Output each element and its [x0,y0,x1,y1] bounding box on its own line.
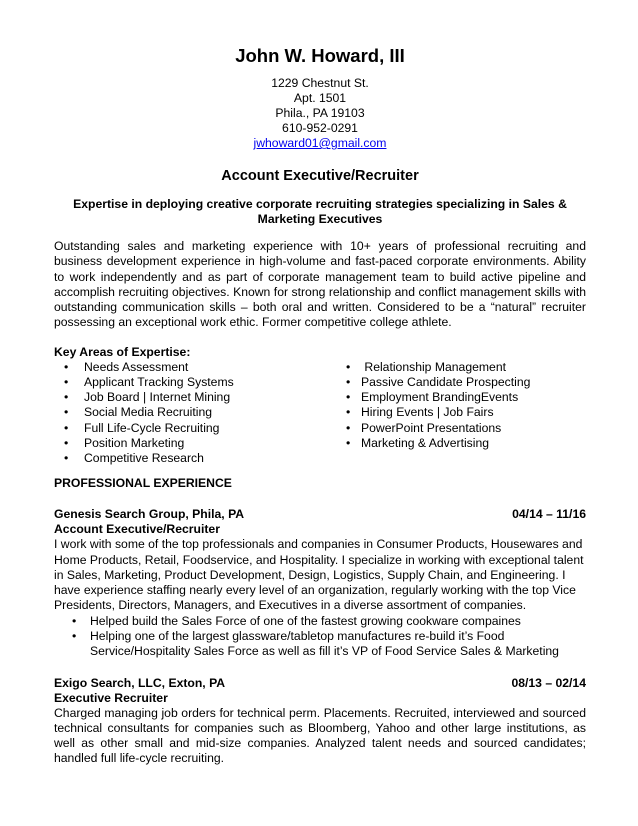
job-dates: 08/13 – 02/14 [511,675,586,690]
job-entry-genesis [54,507,586,659]
list-item: • Job Board | Internet Mining [64,390,231,405]
list-item: • PowerPoint Presentations [346,420,502,435]
skills-list [54,360,586,466]
list-item: • Full Life-Cycle Recruiting [64,420,220,435]
job-description: I work with some of the top professionals and companies in Consumer Products, Housewares and Home Products, Retail, Foodservice, and Hospitality. I specialize in working with exceptional talent in Sales, Marketing, Product Development, Design, Logistics, Supply Chain, and Engineering. I have experience staffing nearly every level of an organization, regularly working with the top Vice Presidents, Directors, Managers, and Executives in a diverse assortment of companies. [54,537,584,613]
list-item: • Competitive Research [64,451,204,465]
resume-header [54,44,586,151]
job-title: Account Executive/Recruiter [54,522,220,537]
bullet-icon: • [64,359,69,374]
bullet-icon: • [64,390,69,405]
bullet-icon: • [64,420,69,435]
job-company: Exigo Search, LLC, Exton, PA [54,675,226,690]
address-line-2: Apt. 1501 [293,91,347,105]
address-line-1: 1229 Chestnut St. [271,76,369,90]
bullet-icon: • [72,628,77,643]
resume-page [54,44,586,767]
list-item: • Needs Assessment [64,359,189,374]
list-item: • Passive Candidate Prospecting [346,374,531,389]
bullet-icon: • [346,420,351,435]
skills-title: Key Areas of Expertise: [54,344,191,359]
job-entry-exigo [54,676,586,767]
job-title: Executive Recruiter [54,690,168,705]
bullet-icon: • [72,613,77,628]
headline: Account Executive/Recruiter [221,168,419,184]
experience-title: PROFESSIONAL EXPERIENCE [54,476,232,491]
job-header [54,507,586,522]
email-link[interactable]: jwhoward01@gmail.com [253,136,387,150]
job-description: Charged managing job orders for technical perm. Placements. Recruited, interviewed and sourced technical consultants for companies such as Bloomberg, Yahoo and other large institutions, as well as other small and mid-size companies. Analyzed talent needs and sourced candidates; handled full life-cycle recruiting. [54,705,586,766]
list-item: • Helped build the Sales Force of one of the fastest growing cookware compaines [72,613,521,628]
phone-number: 610-952-0291 [282,121,358,135]
skills-right-column [346,360,586,466]
skills-left-column [54,360,346,466]
list-item: • Marketing & Advertising [346,435,490,450]
job-dates: 04/14 – 11/16 [512,507,586,522]
bullet-icon: • [346,359,351,374]
tagline: Expertise in deploying creative corporate recruiting strategies specializing in Sales & Marketing Executives [73,197,567,226]
job-header [54,676,586,691]
bullet-icon: • [346,435,351,450]
bullet-icon: • [346,390,351,405]
list-item: • Social Media Recruiting [64,405,213,420]
candidate-name: John W. Howard, III [235,45,405,66]
summary-paragraph: Outstanding sales and marketing experience with 10+ years of professional recruiting and business development experience in high-volume and fast-paced corporate environments. Ability to work independently and as part of corporate management team to build active pipeline and accomplish recruiting objectives. Known for strong relationship and conflict management skills with outstanding communication skills – both oral and written. Considered to be a “natural” recruiter possessing an exceptional work ethic. Former competitive college athlete. [54,239,586,330]
job-company: Genesis Search Group, Phila, PA [54,507,245,522]
bullet-icon: • [64,405,69,420]
list-item: • Hiring Events | Job Fairs [346,405,494,420]
bullet-icon: • [64,435,69,450]
bullet-icon: • [346,405,351,420]
list-item: • Relationship Management [346,359,506,374]
bullet-icon: • [64,374,69,389]
list-item: • Helping one of the largest glassware/tabletop manufactures re-build it’s Food Service/Hospitality Sales Force as well as fill it’s VP of Food Service Sales & Marketing [72,628,559,659]
city-line: Phila., PA 19103 [275,106,365,120]
job-achievements [54,614,586,660]
bullet-icon: • [346,374,351,389]
list-item: • Position Marketing [64,435,185,450]
bullet-icon: • [64,451,69,465]
list-item: • Employment BrandingEvents [346,390,519,405]
list-item: • Applicant Tracking Systems [64,374,234,389]
